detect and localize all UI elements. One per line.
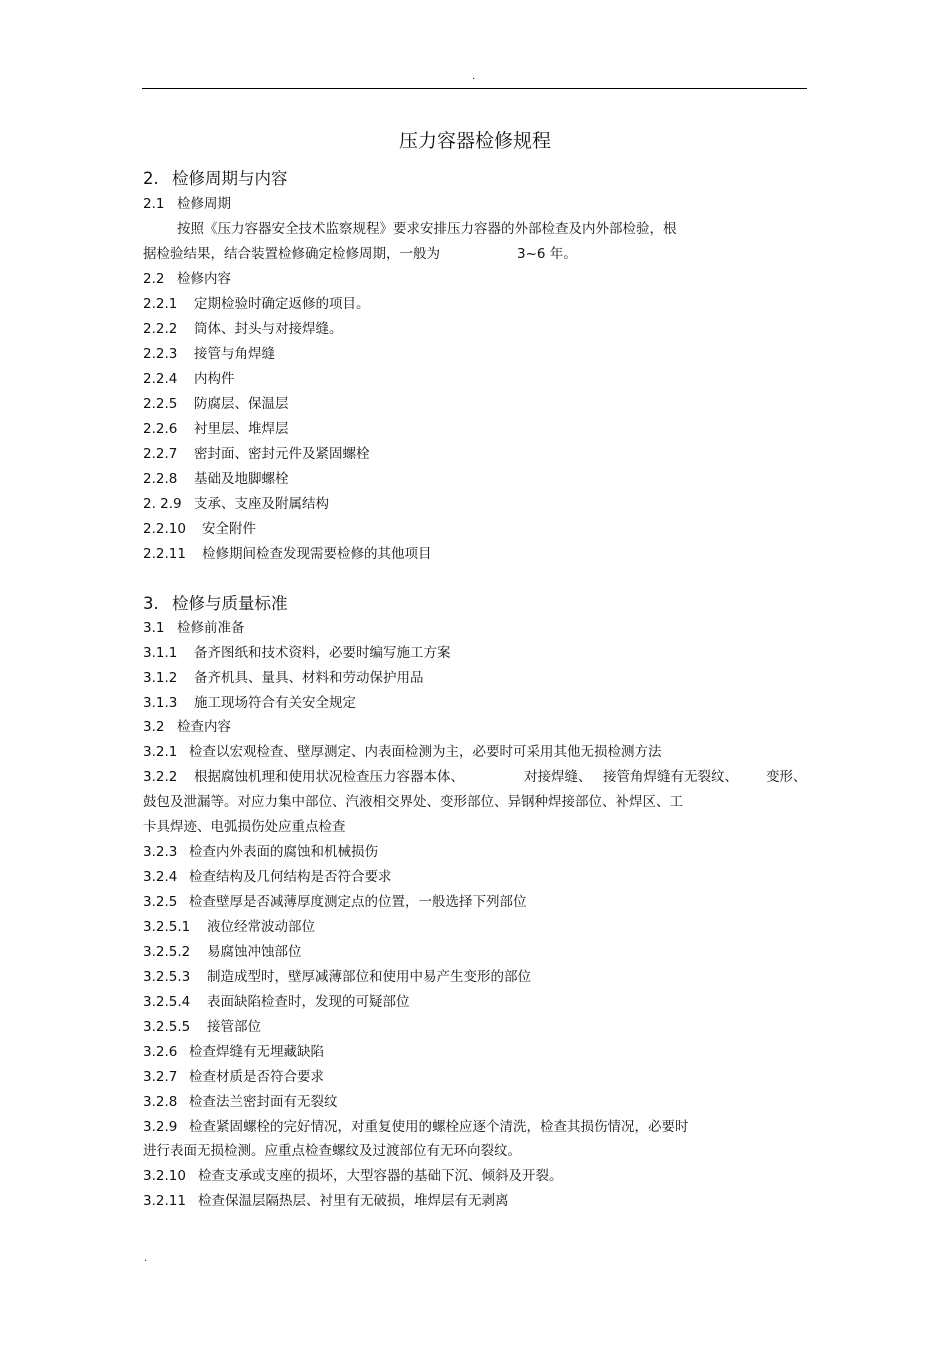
item-text: 检查紧固螺栓的完好情况，对重复使用的螺栓应逐个清洗，检查其损伤情况，必要时 — [189, 1119, 689, 1135]
item-line — [143, 1017, 261, 1037]
item-text: 检查法兰密封面有无裂纹 — [189, 1094, 338, 1110]
item-text: 密封面、密封元件及紧固螺栓 — [194, 446, 370, 462]
section-text: 检修与质量标准 — [172, 594, 288, 613]
section-heading-2 — [143, 168, 288, 190]
paragraph-line — [143, 817, 346, 837]
item-line — [143, 1166, 563, 1186]
item-text-segment: 接管角焊缝有无裂纹、 — [603, 769, 738, 785]
item-number: 3.2.10 — [143, 1168, 186, 1184]
item-text: 接管部位 — [207, 1019, 261, 1035]
item-number: 3.2.5.2 — [143, 944, 191, 960]
item-line — [143, 967, 531, 987]
item-line — [143, 1117, 689, 1137]
paragraph-line — [177, 219, 677, 239]
item-text: 根据腐蚀机理和使用状况检查压力容器本体、 — [194, 769, 464, 785]
section-number: 3. — [143, 594, 159, 613]
item-text: 检查壁厚是否减薄厚度测定点的位置，一般选择下列部位 — [189, 894, 527, 910]
footer-mark: . — [144, 1253, 148, 1264]
item-number: 3.2.5.3 — [143, 969, 191, 985]
item-text: 备齐图纸和技术资料，必要时编写施工方案 — [194, 645, 451, 661]
item-text-segment: 变形、 — [766, 769, 807, 785]
item-line — [143, 344, 275, 364]
paragraph-text: 卡具焊迹、电弧损伤处应重点检查 — [143, 819, 346, 835]
paragraph-text: 3~6 年。 — [517, 246, 577, 262]
item-line — [143, 369, 235, 389]
item-number: 2.2 — [143, 271, 165, 287]
item-number: 2.2.6 — [143, 421, 178, 437]
section-heading-3 — [143, 593, 288, 615]
item-number: 3.2.8 — [143, 1094, 178, 1110]
item-number: 3.2.5.1 — [143, 919, 191, 935]
item-number: 2.2.11 — [143, 546, 186, 562]
item-text: 施工现场符合有关安全规定 — [194, 695, 356, 711]
item-number: 2.2.3 — [143, 346, 178, 362]
item-text: 检修前准备 — [177, 620, 245, 636]
item-number: 2.2.5 — [143, 396, 178, 412]
paragraph-text: 据检验结果，结合装置检修确定检修周期，一般为 — [143, 246, 440, 262]
item-number: 2.2.4 — [143, 371, 178, 387]
item-number: 2.2.10 — [143, 521, 186, 537]
item-line — [143, 693, 356, 713]
item-text: 支承、支座及附属结构 — [194, 496, 329, 512]
header-mark: . — [472, 71, 476, 82]
item-line — [143, 544, 432, 564]
item-number: 3.2.5.4 — [143, 994, 191, 1010]
item-number: 3.2.5 — [143, 894, 178, 910]
item-text: 筒体、封头与对接焊缝。 — [194, 321, 343, 337]
item-number: 3.2.5.5 — [143, 1019, 191, 1035]
item-line — [143, 494, 329, 514]
item-text: 内构件 — [194, 371, 235, 387]
item-line — [143, 618, 245, 638]
item-text: 衬里层、堆焊层 — [194, 421, 289, 437]
item-text: 制造成型时，壁厚减薄部位和使用中易产生变形的部位 — [207, 969, 531, 985]
item-line — [143, 992, 410, 1012]
item-line — [143, 444, 370, 464]
item-number: 3.2.6 — [143, 1044, 178, 1060]
item-line — [143, 194, 231, 214]
item-line — [143, 1042, 324, 1062]
item-line — [143, 767, 464, 787]
item-line — [143, 469, 289, 489]
item-text: 检修内容 — [177, 271, 231, 287]
item-line — [143, 942, 302, 962]
item-line — [143, 419, 289, 439]
item-text: 检查支承或支座的损坏，大型容器的基础下沉、倾斜及开裂。 — [198, 1168, 563, 1184]
item-text: 检查内外表面的腐蚀和机械损伤 — [189, 844, 378, 860]
item-number: 2.2.8 — [143, 471, 178, 487]
item-line — [143, 1067, 324, 1087]
item-text: 备齐机具、量具、材料和劳动保护用品 — [194, 670, 424, 686]
item-text: 表面缺陷检查时，发现的可疑部位 — [207, 994, 410, 1010]
item-text-segment: 对接焊缝、 — [524, 769, 592, 785]
document-title: 压力容器检修规程 — [398, 130, 551, 152]
item-text: 定期检验时确定返修的项目。 — [194, 296, 370, 312]
item-number: 2. 2.9 — [143, 496, 182, 512]
item-number: 3.2.1 — [143, 744, 178, 760]
paragraph-text: 进行表面无损检测。应重点检查螺纹及过渡部位有无环向裂纹。 — [143, 1143, 521, 1159]
item-line — [143, 842, 378, 862]
item-line — [143, 1092, 338, 1112]
item-text: 检查材质是否符合要求 — [189, 1069, 324, 1085]
item-line — [143, 519, 256, 539]
item-number: 3.2.4 — [143, 869, 178, 885]
item-text: 检修周期 — [177, 196, 231, 212]
paragraph-text: 按照《压力容器安全技术监察规程》要求安排压力容器的外部检查及内外部检验，根 — [177, 221, 677, 237]
item-line — [143, 742, 662, 762]
item-number: 3.1 — [143, 620, 165, 636]
item-line — [143, 294, 370, 314]
paragraph-line — [143, 244, 440, 264]
item-number: 2.2.7 — [143, 446, 178, 462]
item-text: 接管与角焊缝 — [194, 346, 275, 362]
item-line — [143, 269, 231, 289]
section-number: 2. — [143, 169, 159, 188]
item-text: 检修期间检查发现需要检修的其他项目 — [202, 546, 432, 562]
item-line — [143, 917, 315, 937]
header-rule — [142, 88, 807, 89]
paragraph-line — [517, 244, 577, 264]
item-number: 3.2.9 — [143, 1119, 178, 1135]
item-number: 3.2.7 — [143, 1069, 178, 1085]
item-line — [143, 892, 527, 912]
item-text: 检查结构及几何结构是否符合要求 — [189, 869, 392, 885]
item-number: 3.2.11 — [143, 1193, 186, 1209]
paragraph-text: 鼓包及泄漏等。对应力集中部位、汽液相交界处、变形部位、异钢种焊接部位、补焊区、工 — [143, 794, 683, 810]
item-line — [143, 643, 451, 663]
item-text: 易腐蚀冲蚀部位 — [207, 944, 302, 960]
item-text: 基础及地脚螺栓 — [194, 471, 289, 487]
paragraph-line — [143, 1141, 521, 1161]
item-text: 检查内容 — [177, 719, 231, 735]
item-line — [143, 867, 392, 887]
item-line — [143, 717, 231, 737]
item-number: 3.2.3 — [143, 844, 178, 860]
item-number: 2.1 — [143, 196, 165, 212]
item-text: 防腐层、保温层 — [194, 396, 289, 412]
item-text: 检查保温层隔热层、衬里有无破损，堆焊层有无剥离 — [198, 1193, 509, 1209]
item-number: 3.1.2 — [143, 670, 178, 686]
item-number: 2.2.1 — [143, 296, 178, 312]
item-number: 3.2.2 — [143, 769, 178, 785]
paragraph-line — [143, 792, 683, 812]
item-text: 检查焊缝有无埋藏缺陷 — [189, 1044, 324, 1060]
item-number: 2.2.2 — [143, 321, 178, 337]
item-text: 液位经常波动部位 — [207, 919, 315, 935]
item-number: 3.2 — [143, 719, 165, 735]
item-line — [143, 319, 343, 339]
item-text: 检查以宏观检查、壁厚测定、内表面检测为主，必要时可采用其他无损检测方法 — [189, 744, 662, 760]
item-number: 3.1.3 — [143, 695, 178, 711]
item-line — [143, 1191, 509, 1211]
item-line — [143, 394, 289, 414]
item-number: 3.1.1 — [143, 645, 178, 661]
item-text: 安全附件 — [202, 521, 256, 537]
section-text: 检修周期与内容 — [172, 169, 288, 188]
item-line — [143, 668, 424, 688]
